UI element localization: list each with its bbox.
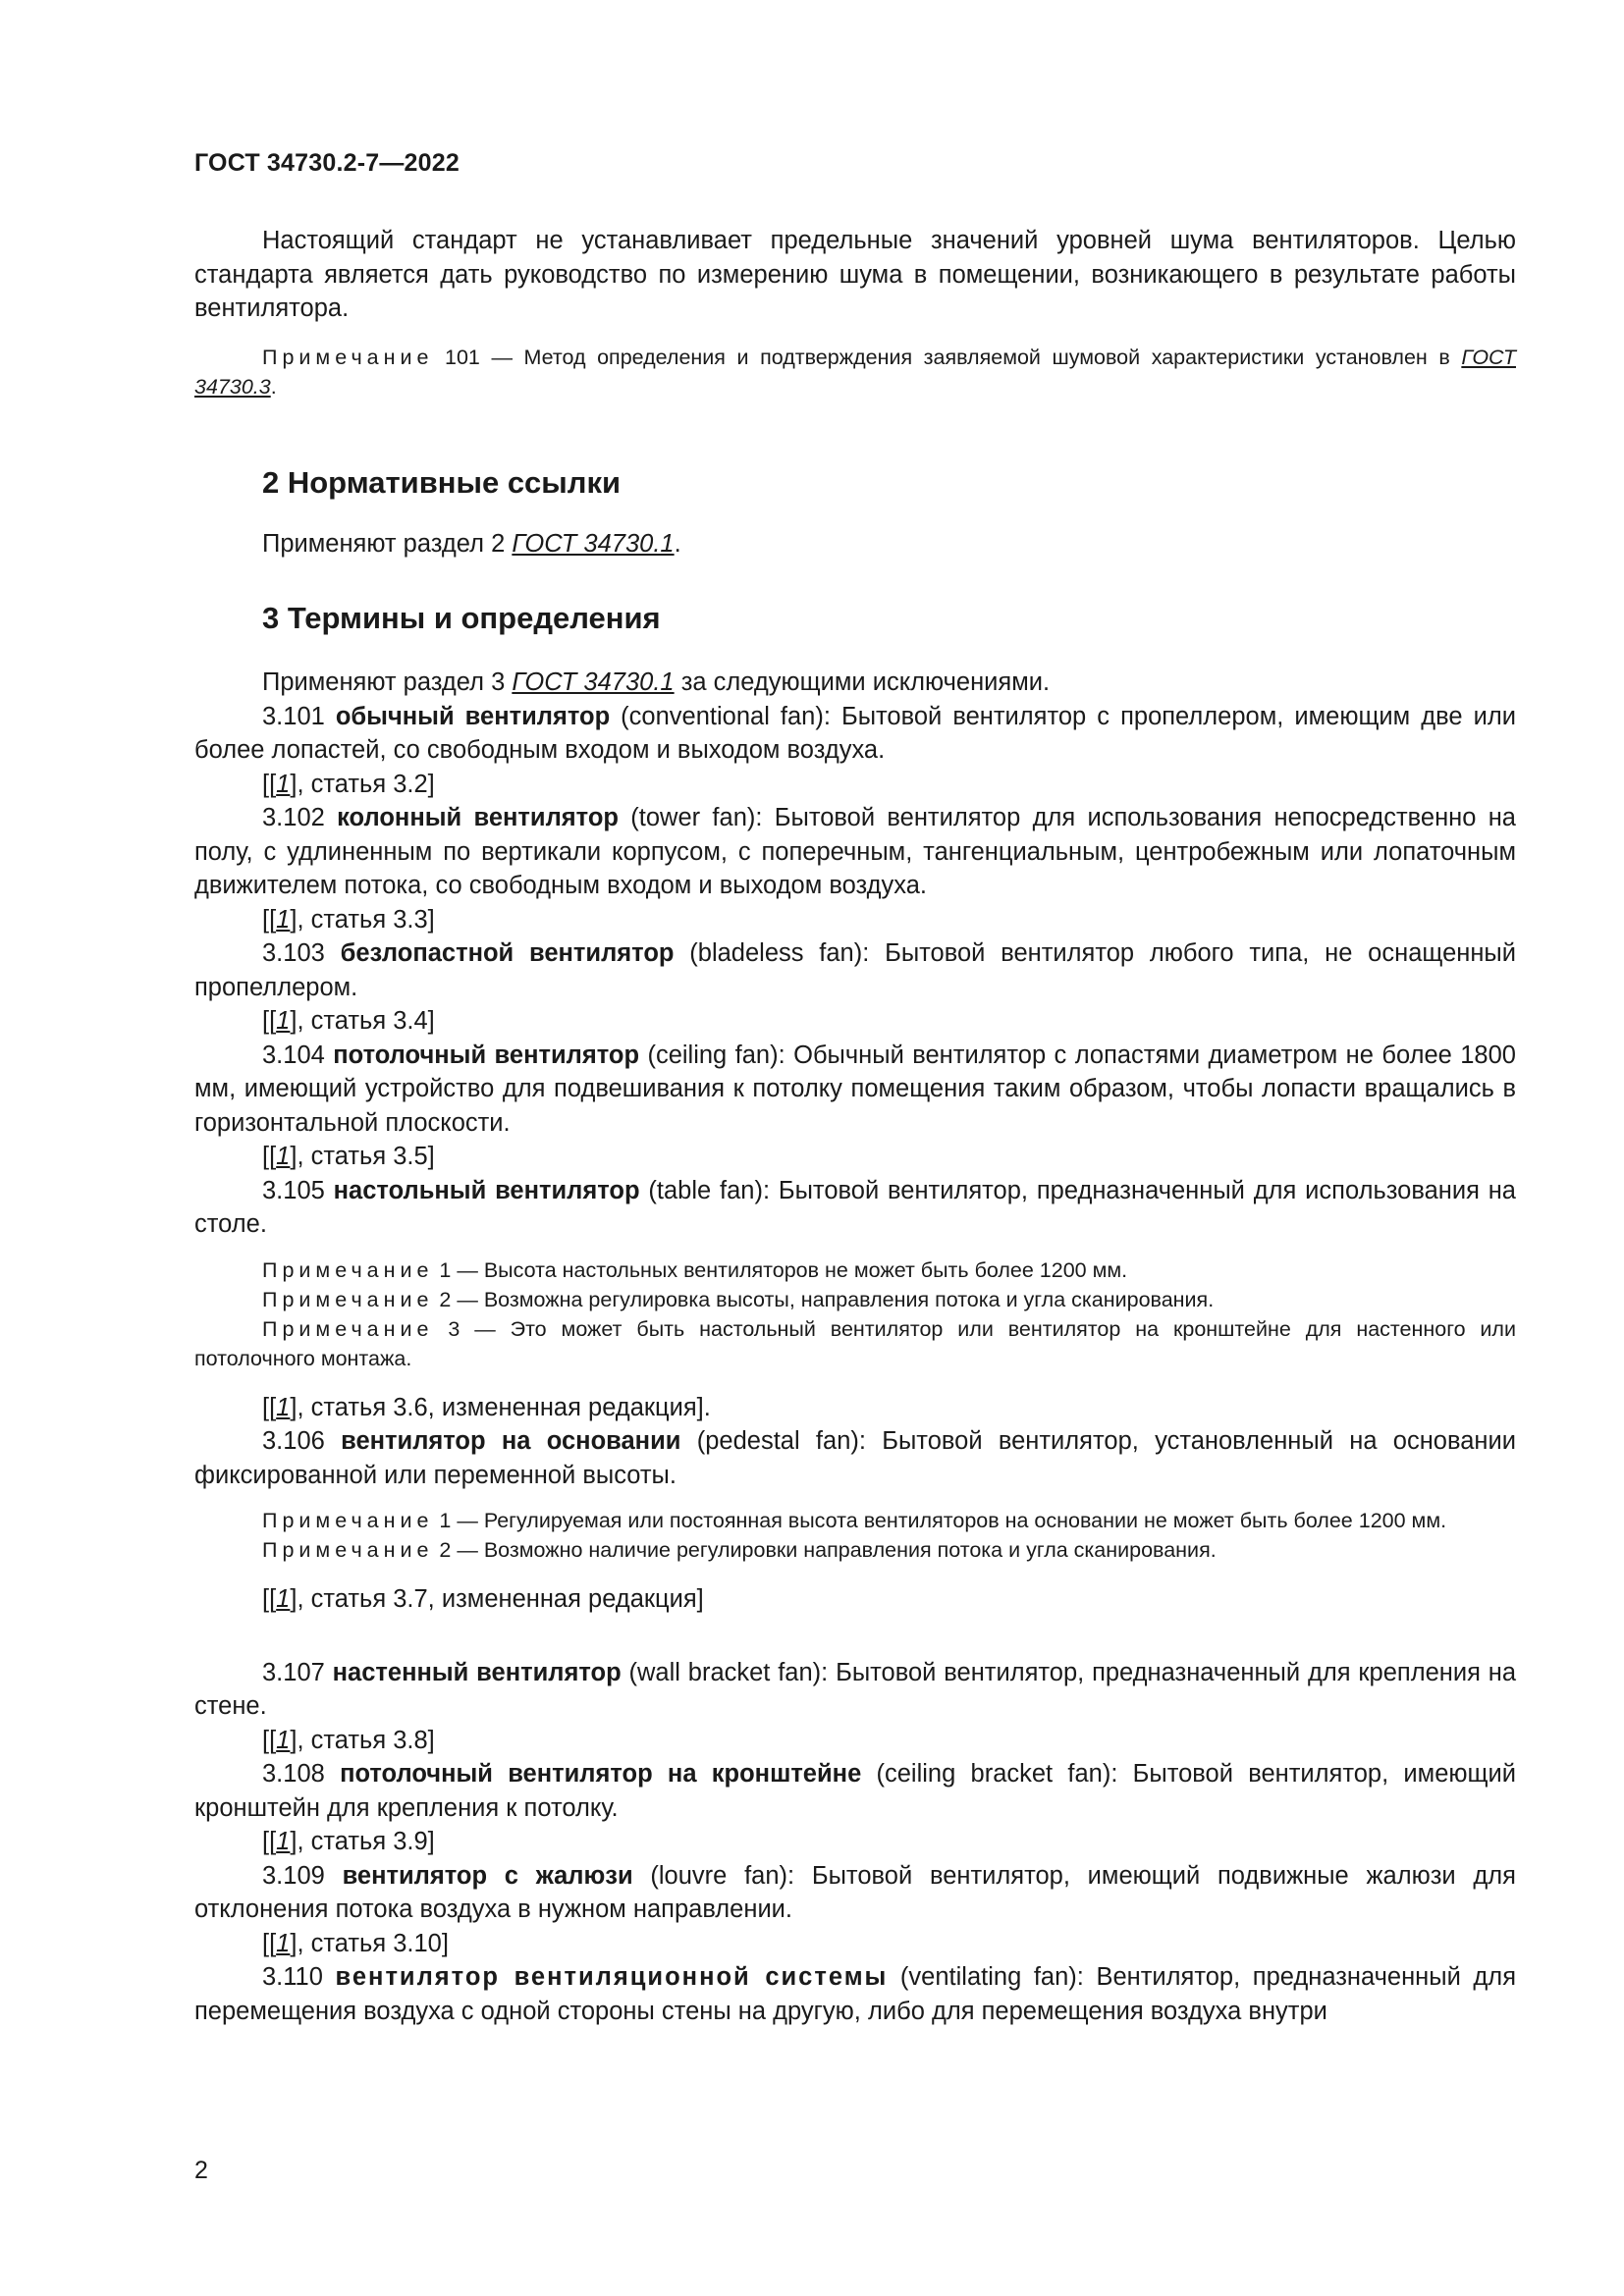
term-ref: [[1], статья 3.4]	[262, 1007, 435, 1035]
term-ref: [[1], статья 3.7, измененная редакция]	[262, 1585, 704, 1613]
note: Примечание 1 — Высота настольных вентиляторов не может быть более 1200 мм.	[262, 1257, 1128, 1282]
term-ref: [[1], статья 3.3]	[262, 905, 435, 934]
ref-link[interactable]: 1	[276, 1929, 291, 1957]
document-header: ГОСТ 34730.2-7—2022	[194, 149, 460, 177]
ref-link[interactable]: 1	[276, 1828, 291, 1855]
note-label: Примечание	[262, 345, 434, 369]
notes-3-105	[194, 1255, 1516, 1373]
ref-link[interactable]: 1	[276, 1143, 291, 1170]
term-3-104: 3.104 потолочный вентилятор (ceiling fan): Обычный вентилятор с лопастями диаметром не более 1800 мм, имеющий устройство для подвешивания к потолку помещения таким образом, чтобы лопасти вращались в горизонтальной плоскости.	[194, 1041, 1516, 1137]
term-3-108: 3.108 потолочный вентилятор на кронштейне (ceiling bracket fan): Бытовой вентилятор, имеющий кронштейн для крепления к потолку.	[194, 1760, 1516, 1822]
ref-link[interactable]: 1	[276, 770, 291, 798]
term-3-107: 3.107 настенный вентилятор (wall bracket fan): Бытовой вентилятор, предназначенный для крепления на стене.	[194, 1658, 1517, 1720]
note: Примечание 2 — Возможна регулировка высоты, направления потока и угла сканирования.	[262, 1287, 1215, 1311]
section-3-intro: Применяют раздел 3 ГОСТ 34730.1 за следующими исключениями.	[262, 668, 1051, 696]
term-3-106: 3.106 вентилятор на основании (pedestal fan): Бытовой вентилятор, установленный на основании фиксированной или переменной высоты.	[194, 1427, 1516, 1489]
term-3-102: 3.102 колонный вентилятор (tower fan): Бытовой вентилятор для использования непосредственно на полу, с удлиненным по вертикали корпусом, с поперечным, тангенциальным, центробежным или лопаточным движителем потока, со свободным входом и выходом воздуха.	[194, 804, 1516, 899]
term-3-105: 3.105 настольный вентилятор (table fan): Бытовой вентилятор, предназначенный для использования на столе.	[194, 1176, 1516, 1238]
term-ref: [[1], статья 3.8]	[262, 1726, 435, 1754]
term-3-109: 3.109 вентилятор с жалюзи (louvre fan): Бытовой вентилятор, имеющий подвижные жалюзи для отклонения потока воздуха в нужном направлении.	[194, 1861, 1516, 1923]
note: Примечание 1 — Регулируемая или постоянная высота вентиляторов на основании не может быть более 1200 мм.	[262, 1509, 1447, 1532]
note: Примечание 3 — Это может быть настольный вентилятор или вентилятор на кронштейне для настенного или потолочного монтажа.	[194, 1316, 1516, 1370]
section-2-text: Применяют раздел 2 ГОСТ 34730.1.	[262, 530, 681, 558]
ref-link[interactable]: 1	[276, 1726, 291, 1754]
link-gost-34730-1[interactable]: ГОСТ 34730.1	[512, 530, 675, 558]
section-3-body	[194, 666, 1516, 2028]
page-number: 2	[194, 2157, 208, 2184]
section-2-title: 2 Нормативные ссылки	[262, 465, 622, 500]
notes-3-106	[194, 1506, 1516, 1565]
intro-paragraph: Настоящий стандарт не устанавливает предельные значений уровней шума вентиляторов. Целью стандарта является дать руководство по измерению шума в помещении, возникающего в результате работы вентилятора.	[194, 227, 1516, 322]
section-3-title: 3 Термины и определения	[262, 601, 661, 635]
link-gost-34730-1[interactable]: ГОСТ 34730.1	[512, 668, 675, 696]
term-3-101: 3.101 обычный вентилятор (conventional fan): Бытовой вентилятор с пропеллером, имеющим две или более лопастей, со свободным входом и выходом воздуха.	[194, 702, 1516, 764]
intro-note: Примечание 101 — Метод определения и подтверждения заявляемой шумовой характеристики установлен в ГОСТ 34730.3.	[194, 345, 1516, 399]
term-ref: [[1], статья 3.2]	[262, 770, 435, 798]
note: Примечание 2 — Возможно наличие регулировки направления потока и угла сканирования.	[262, 1538, 1217, 1562]
term-ref: [[1], статья 3.5]	[262, 1143, 435, 1170]
term-ref: [[1], статья 3.9]	[262, 1828, 435, 1855]
term-3-110: 3.110 вентилятор вентиляционной системы (ventilating fan): Вентилятор, предназначенный для перемещения воздуха с одной стороны стены на другую, либо для перемещения воздуха внутри	[194, 1963, 1516, 2025]
link-gost-34730-3[interactable]: ГОСТ 34730.3	[194, 345, 1516, 399]
note-text: 101 — Метод определения и подтверждения заявляемой шумовой характеристики установлен в	[433, 345, 1462, 369]
ref-link[interactable]: 1	[276, 1585, 291, 1613]
ref-link[interactable]: 1	[276, 905, 291, 934]
ref-link[interactable]: 1	[276, 1393, 291, 1421]
term-ref: [[1], статья 3.10]	[262, 1929, 449, 1957]
term-ref: [[1], статья 3.6, измененная редакция].	[262, 1393, 711, 1421]
intro-block	[194, 224, 1516, 401]
ref-link[interactable]: 1	[276, 1007, 291, 1035]
term-3-103: 3.103 безлопастной вентилятор (bladeless fan): Бытовой вентилятор любого типа, не оснащенный пропеллером.	[194, 939, 1516, 1001]
